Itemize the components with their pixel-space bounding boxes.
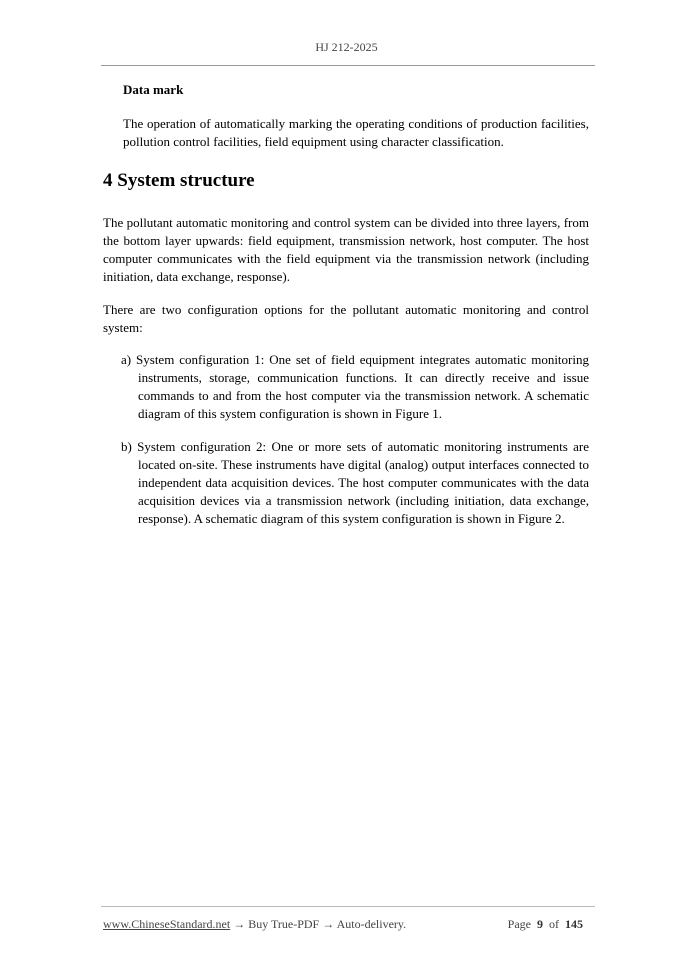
header-divider: [101, 65, 595, 66]
footer-links: [103, 917, 406, 932]
term-definition: The operation of automatically marking the operating conditions of production facilities, pollution control facilities, field equipment using character classification.: [123, 116, 589, 149]
page-header: HJ 212-2025: [315, 40, 378, 54]
list-item: a) System configuration 1: One set of field equipment integrates automatic monitoring instruments, storage, communication functions. It can directly receive and issue commands to and from the host computer via the transmission network. A schematic diagram of this system configuration is shown in Figure 1.: [121, 352, 589, 421]
paragraph: There are two configuration options for the pollutant automatic monitoring and control system:: [103, 302, 589, 335]
delivery-text: Auto-delivery.: [336, 917, 407, 931]
footer-divider: [101, 906, 595, 907]
page-current: 9: [537, 917, 543, 931]
site-link[interactable]: www.ChineseStandard.net: [103, 917, 231, 931]
paragraph: The pollutant automatic monitoring and control system can be divided into three layers, from the bottom layer upwards: field equipment, transmission network, host computer. The host computer communicates with the field equipment via the transmission network (including initiation, data exchange, response).: [103, 215, 589, 284]
term-title: Data mark: [123, 82, 184, 97]
page-label: Page: [507, 917, 531, 931]
arrow-icon: →: [322, 917, 335, 931]
page-total: 145: [565, 917, 583, 931]
section-heading: 4 System structure: [103, 170, 255, 191]
buy-link[interactable]: Buy True-PDF: [248, 917, 320, 931]
page-number: [508, 917, 583, 932]
list-item: b) System configuration 2: One or more sets of automatic monitoring instruments are located on-site. These instruments have digital (analog) output interfaces connected to independent data acquisition devices. The host computer communicates with the data acquisition devices via a transmission network (including initiation, data exchange, response). A schematic diagram of this system configuration is shown in Figure 2.: [121, 439, 589, 526]
arrow-icon: →: [233, 917, 246, 931]
page-of: of: [549, 917, 559, 931]
